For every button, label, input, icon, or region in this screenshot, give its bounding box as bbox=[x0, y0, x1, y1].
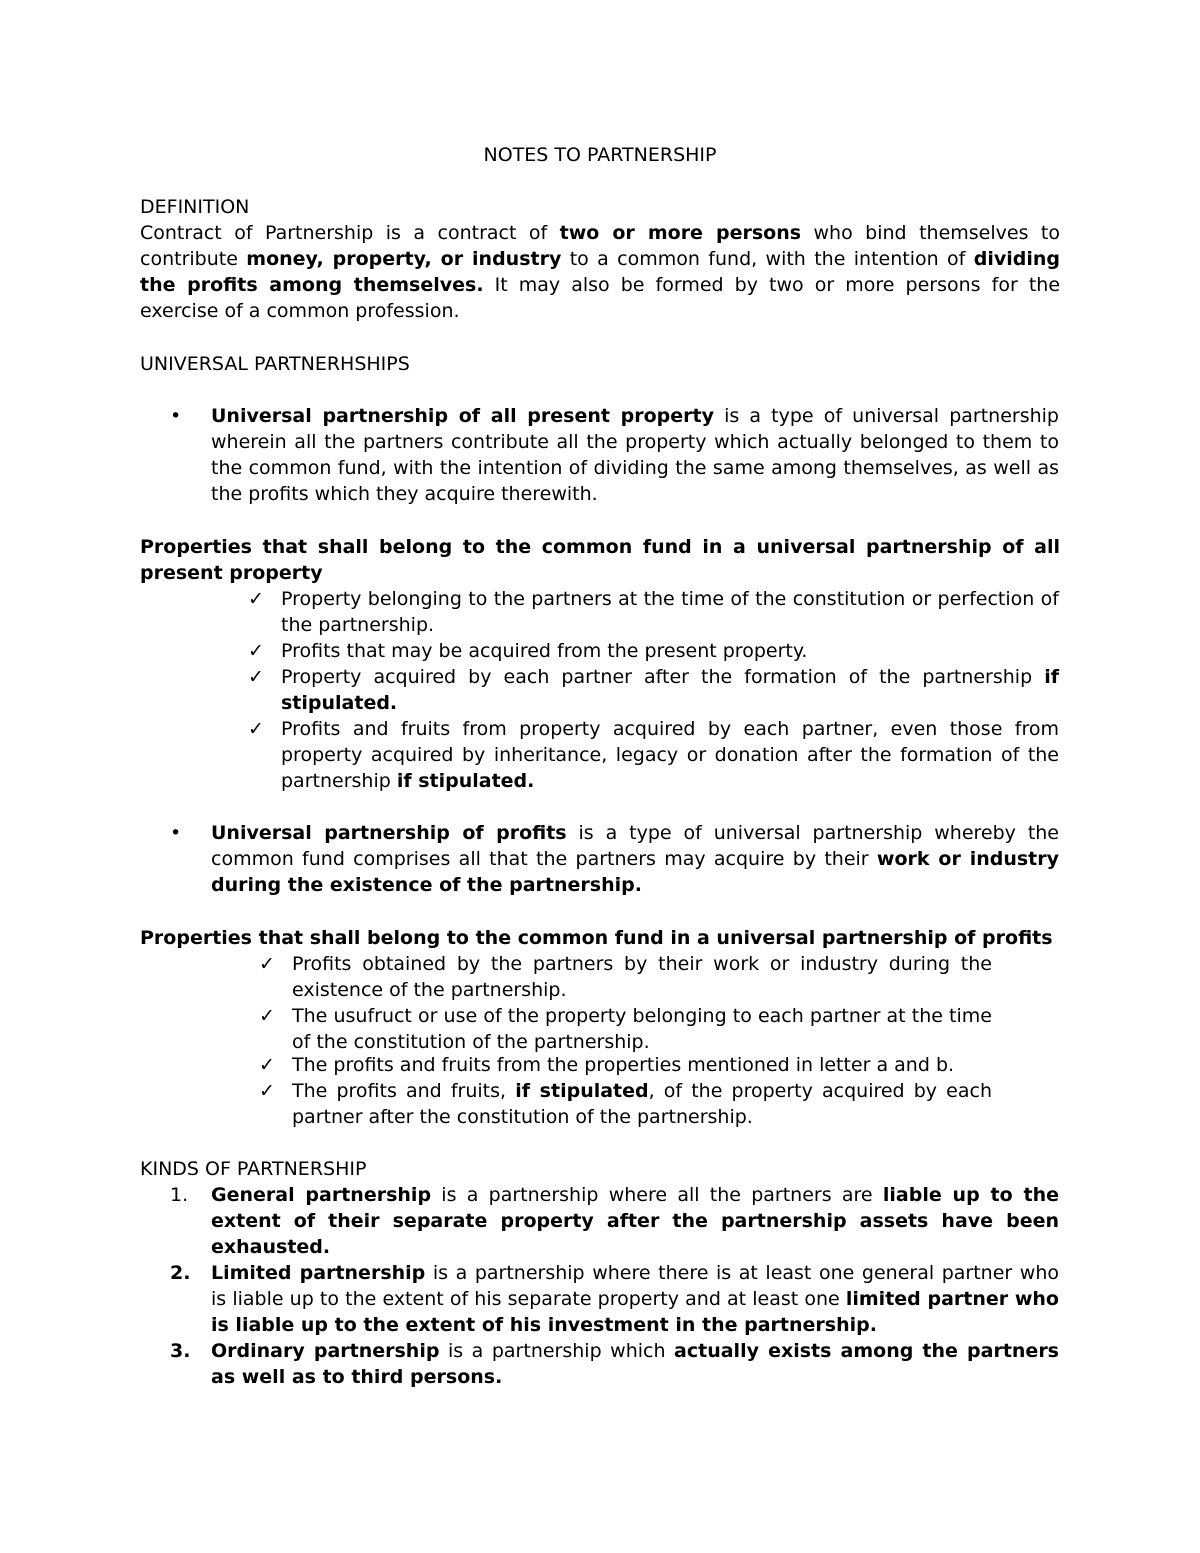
bullet-icon: • bbox=[170, 822, 182, 844]
term: General partnership bbox=[211, 1184, 432, 1206]
item-text: Profits and fruits from property acquired by each partner, even those from property acquired by inheritance, legacy or donation after the formation of the partnership bbox=[281, 718, 1059, 792]
item-text: Property belonging to the partners at the time of the constitution or perfection of the partnership. bbox=[281, 588, 1059, 636]
item-bold: actually exists among the partners as well as to third persons. bbox=[211, 1340, 1059, 1388]
definition-text: Contract of Partnership is a contract of bbox=[140, 222, 560, 244]
profits-item-1 bbox=[292, 951, 992, 1003]
checkmark-icon: ✓ bbox=[259, 1080, 275, 1102]
present-item-2 bbox=[281, 638, 1059, 664]
list-number: 2. bbox=[170, 1262, 191, 1284]
checkmark-icon: ✓ bbox=[259, 1005, 275, 1027]
item-bold: if stipulated bbox=[515, 1080, 649, 1102]
item-text: The usufruct or use of the property belonging to each partner at the time of the constitution of the partnership. bbox=[292, 1005, 992, 1053]
list-number: 3. bbox=[170, 1340, 191, 1362]
definition-text: It may also be formed by two or more persons for the exercise of a common profession. bbox=[140, 274, 1061, 322]
checkmark-icon: ✓ bbox=[248, 718, 264, 740]
profits-item-4 bbox=[292, 1078, 992, 1130]
page-title: NOTES TO PARTNERSHIP bbox=[483, 144, 717, 166]
universal-profits-paragraph bbox=[211, 820, 1059, 898]
item-bold: if stipulated. bbox=[396, 770, 535, 792]
present-item-1 bbox=[281, 586, 1059, 638]
definition-bold: money, property, or industry bbox=[246, 248, 562, 270]
item-text: Profits obtained by the partners by their work or industry during the existence of the partnership. bbox=[292, 953, 992, 1001]
present-property-subheading: Properties that shall belong to the common fund in a universal partnership of all present property bbox=[140, 536, 1060, 584]
term: Limited partnership bbox=[211, 1262, 426, 1284]
universal-present-paragraph bbox=[211, 403, 1059, 507]
term: Universal partnership of profits bbox=[211, 822, 567, 844]
item-text: , of the property acquired by each partner after the constitution of the partnership. bbox=[292, 1080, 992, 1128]
item-bold: limited partner who is liable up to the extent of his investment in the partnership. bbox=[211, 1288, 1059, 1336]
definition-text: to a common fund, with the intention of bbox=[561, 248, 974, 270]
item-text: Property acquired by each partner after the formation of the partnership bbox=[281, 666, 1045, 688]
kinds-item-2 bbox=[211, 1260, 1059, 1338]
checkmark-icon: ✓ bbox=[259, 953, 275, 975]
checkmark-icon: ✓ bbox=[248, 640, 264, 662]
definition-heading: DEFINITION bbox=[140, 196, 250, 218]
checkmark-icon: ✓ bbox=[248, 588, 264, 610]
definition-bold: dividing the profits among themselves. bbox=[140, 248, 1060, 296]
bullet-icon: • bbox=[170, 405, 182, 427]
definition-text: who bind themselves to contribute bbox=[140, 222, 1060, 270]
definition-paragraph bbox=[140, 220, 1060, 324]
item-text: is a partnership where all the partners are bbox=[431, 1184, 883, 1206]
item-text: The profits and fruits, bbox=[292, 1080, 516, 1102]
item-bold: liable up to the extent of their separate property after the partnership assets have been exhausted. bbox=[211, 1184, 1059, 1258]
definition-bold: two or more persons bbox=[559, 222, 802, 244]
checkmark-icon: ✓ bbox=[259, 1054, 275, 1076]
universal-heading: UNIVERSAL PARTNERHSHIPS bbox=[140, 353, 410, 375]
term: Ordinary partnership bbox=[211, 1340, 440, 1362]
item-text: is a partnership where there is at least one general partner who is liable up to the extent of his separate property and at least one bbox=[211, 1262, 1059, 1310]
item-text: The profits and fruits from the properties mentioned in letter a and b. bbox=[292, 1054, 955, 1076]
kinds-heading: KINDS OF PARTNERSHIP bbox=[140, 1158, 367, 1180]
present-item-4 bbox=[281, 716, 1059, 794]
item-text: is a partnership which bbox=[439, 1340, 675, 1362]
definition-bold: work or industry during the existence of the partnership. bbox=[211, 848, 1060, 896]
profits-subheading: Properties that shall belong to the common fund in a universal partnership of profits bbox=[140, 927, 1053, 949]
definition-text: is a type of universal partnership wherein all the partners contribute all the property which actually belonged to them to the common fund, with the intention of dividing the same among themselves, as well as the profits which they acquire therewith. bbox=[211, 405, 1059, 505]
definition-text: is a type of universal partnership whereby the common fund comprises all that the partners may acquire by their bbox=[211, 822, 1059, 870]
profits-item-3 bbox=[292, 1052, 1012, 1078]
present-item-3 bbox=[281, 664, 1059, 716]
list-number: 1. bbox=[170, 1184, 189, 1206]
checkmark-icon: ✓ bbox=[248, 666, 264, 688]
item-text: Profits that may be acquired from the present property. bbox=[281, 640, 808, 662]
item-bold: if stipulated. bbox=[281, 666, 1059, 714]
term: Universal partnership of all present property bbox=[211, 405, 714, 427]
kinds-item-1 bbox=[211, 1182, 1059, 1260]
kinds-item-3 bbox=[211, 1338, 1059, 1390]
profits-item-2 bbox=[292, 1003, 992, 1055]
